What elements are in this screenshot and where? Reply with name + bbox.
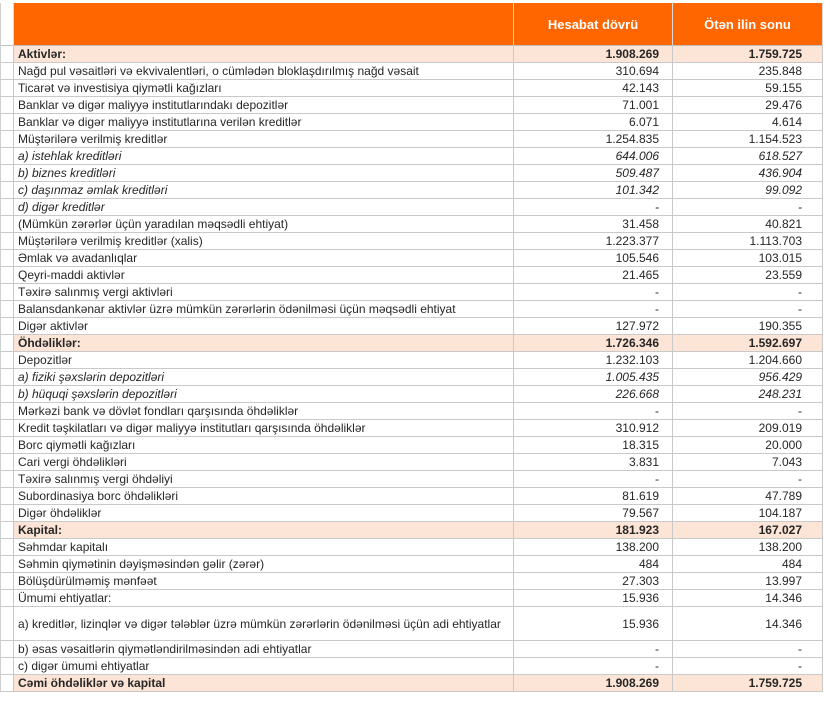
row-number-cell (1, 97, 14, 114)
row-label: Ümumi ehtiyatlar: (14, 590, 514, 607)
row-value-previous: 1.759.725 (673, 675, 823, 692)
row-label: (Mümkün zərərlər üçün yaradılan məqsədli ehtiyat) (14, 216, 514, 233)
row-number-cell (1, 675, 14, 692)
table-row (1, 301, 823, 318)
row-value-current: 644.006 (514, 148, 673, 165)
row-number-cell (1, 352, 14, 369)
row-value-current: 31.458 (514, 216, 673, 233)
table-row (1, 420, 823, 437)
row-value-current: 15.936 (514, 607, 673, 641)
row-value-previous: 1.592.697 (673, 335, 823, 352)
row-label: Müştərilərə verilmiş kreditlər (xalis) (14, 233, 514, 250)
row-value-previous: 248.231 (673, 386, 823, 403)
table-row (1, 352, 823, 369)
row-label: b) əsas vəsaitlərin qiymətləndirilməsindən adi ehtiyatlar (14, 641, 514, 658)
row-value-previous: 1.113.703 (673, 233, 823, 250)
row-value-previous: 7.043 (673, 454, 823, 471)
row-label: Bölüşdürülməmiş mənfəət (14, 573, 514, 590)
row-value-current: - (514, 284, 673, 301)
row-value-previous: 1.759.725 (673, 46, 823, 63)
row-value-current: 1.005.435 (514, 369, 673, 386)
row-label: Öhdəliklər: (14, 335, 514, 352)
row-number-cell (1, 199, 14, 216)
row-value-current: 509.487 (514, 165, 673, 182)
row-value-previous: 29.476 (673, 97, 823, 114)
row-number-cell (1, 488, 14, 505)
row-label: Səhmin qiymətinin dəyişməsindən gəlir (zərər) (14, 556, 514, 573)
row-value-previous: 23.559 (673, 267, 823, 284)
table-row (1, 148, 823, 165)
row-value-current: - (514, 658, 673, 675)
row-value-previous: - (673, 641, 823, 658)
row-label: Mərkəzi bank və dövlət fondları qarşısında öhdəliklər (14, 403, 514, 420)
row-value-current: 79.567 (514, 505, 673, 522)
row-value-previous: 14.346 (673, 590, 823, 607)
row-number-cell (1, 539, 14, 556)
table-row (1, 386, 823, 403)
row-number-cell (1, 335, 14, 352)
row-value-current: 81.619 (514, 488, 673, 505)
row-value-current: 71.001 (514, 97, 673, 114)
row-value-current: 6.071 (514, 114, 673, 131)
row-value-current: 310.912 (514, 420, 673, 437)
row-number-cell (1, 522, 14, 539)
row-number-cell (1, 63, 14, 80)
row-number-cell (1, 216, 14, 233)
row-number-cell (1, 658, 14, 675)
row-number-cell (1, 233, 14, 250)
table-row (1, 471, 823, 488)
row-value-previous: 40.821 (673, 216, 823, 233)
row-number-cell (1, 437, 14, 454)
row-number-cell (1, 114, 14, 131)
row-label: Cəmi öhdəliklər və kapital (14, 675, 514, 692)
row-label: Kapital: (14, 522, 514, 539)
table-row (1, 46, 823, 63)
row-value-previous: 104.187 (673, 505, 823, 522)
row-label: Digər aktivlər (14, 318, 514, 335)
row-number-cell (1, 182, 14, 199)
row-value-previous: 138.200 (673, 539, 823, 556)
row-value-previous: 167.027 (673, 522, 823, 539)
row-number-cell (1, 165, 14, 182)
table-row (1, 403, 823, 420)
row-number-cell (1, 267, 14, 284)
row-number-cell (1, 505, 14, 522)
table-row (1, 437, 823, 454)
row-value-current: 27.303 (514, 573, 673, 590)
row-value-previous: 13.997 (673, 573, 823, 590)
row-label: Borc qiymətli kağızları (14, 437, 514, 454)
row-label: Banklar və digər maliyyə institutlarındakı depozitlər (14, 97, 514, 114)
row-label: Qeyri-maddi aktivlər (14, 267, 514, 284)
row-number-cell (1, 148, 14, 165)
row-label: Nağd pul vəsaitləri və ekvivalentləri, o cümlədən bloklaşdırılmış nağd vəsait (14, 63, 514, 80)
row-label: c) daşınmaz əmlak kreditləri (14, 182, 514, 199)
balance-sheet-table (0, 3, 824, 692)
row-number-cell (1, 284, 14, 301)
row-number-cell (1, 454, 14, 471)
row-value-current: 15.936 (514, 590, 673, 607)
row-value-current: - (514, 471, 673, 488)
row-value-current: - (514, 641, 673, 658)
row-value-current: - (514, 301, 673, 318)
row-label: Digər öhdəliklər (14, 505, 514, 522)
row-value-previous: 436.904 (673, 165, 823, 182)
table-row (1, 318, 823, 335)
row-number-header-cell (1, 3, 14, 46)
table-row (1, 335, 823, 352)
row-label: Aktivlər: (14, 46, 514, 63)
row-value-current: 310.694 (514, 63, 673, 80)
row-label: Balansdankənar aktivlər üzrə mümkün zərərlərin ödənilməsi üçün məqsədli ehtiyat (14, 301, 514, 318)
row-value-previous: 956.429 (673, 369, 823, 386)
row-value-current: 1.726.346 (514, 335, 673, 352)
row-value-previous: 1.204.660 (673, 352, 823, 369)
table-row (1, 488, 823, 505)
row-value-previous: - (673, 471, 823, 488)
row-value-current: 1.908.269 (514, 46, 673, 63)
column-header-current: Hesabat dövrü (514, 3, 673, 46)
row-value-current: 1.232.103 (514, 352, 673, 369)
row-number-cell (1, 386, 14, 403)
row-value-current: 21.465 (514, 267, 673, 284)
table-row (1, 182, 823, 199)
table-row (1, 80, 823, 97)
row-value-current: 1.254.835 (514, 131, 673, 148)
row-label: Əmlak və avadanlıqlar (14, 250, 514, 267)
row-label: b) biznes kreditləri (14, 165, 514, 182)
table-row (1, 658, 823, 675)
table-row (1, 233, 823, 250)
table-row (1, 97, 823, 114)
row-number-cell (1, 369, 14, 386)
row-value-current: 18.315 (514, 437, 673, 454)
row-value-previous: 99.092 (673, 182, 823, 199)
row-value-previous: - (673, 301, 823, 318)
table-body (1, 46, 824, 692)
row-number-cell (1, 301, 14, 318)
row-value-previous: - (673, 403, 823, 420)
row-number-cell (1, 607, 14, 641)
table-row (1, 369, 823, 386)
row-number-cell (1, 318, 14, 335)
table-row (1, 165, 823, 182)
row-value-current: 3.831 (514, 454, 673, 471)
row-value-previous: 484 (673, 556, 823, 573)
row-value-previous: 4.614 (673, 114, 823, 131)
row-value-previous: 190.355 (673, 318, 823, 335)
row-label: Səhmdar kapitalı (14, 539, 514, 556)
row-value-current: 1.908.269 (514, 675, 673, 692)
row-value-current: - (514, 199, 673, 216)
table-row (1, 556, 823, 573)
row-value-previous: 20.000 (673, 437, 823, 454)
row-value-previous: 209.019 (673, 420, 823, 437)
table-row (1, 607, 823, 641)
row-label: Kredit təşkilatları və digər maliyyə institutları qarşısında öhdəliklər (14, 420, 514, 437)
row-label: Ticarət və investisiya qiymətli kağızları (14, 80, 514, 97)
row-number-cell (1, 641, 14, 658)
row-number-cell (1, 131, 14, 148)
row-value-current: 1.223.377 (514, 233, 673, 250)
row-number-cell (1, 80, 14, 97)
row-label: c) digər ümumi ehtiyatlar (14, 658, 514, 675)
label-column-header (14, 3, 514, 46)
table-row (1, 539, 823, 556)
row-value-previous: - (673, 284, 823, 301)
row-label: a) istehlak kreditləri (14, 148, 514, 165)
table-header-row (1, 3, 823, 46)
row-label: Depozitlər (14, 352, 514, 369)
row-number-cell (1, 46, 14, 63)
table-row (1, 641, 823, 658)
row-number-cell (1, 590, 14, 607)
row-value-previous: 618.527 (673, 148, 823, 165)
table-row (1, 199, 823, 216)
table-row (1, 267, 823, 284)
row-label: Banklar və digər maliyyə institutlarına verilən kreditlər (14, 114, 514, 131)
row-value-current: 181.923 (514, 522, 673, 539)
row-label: b) hüquqi şəxslərin depozitləri (14, 386, 514, 403)
row-number-cell (1, 573, 14, 590)
row-value-current: 105.546 (514, 250, 673, 267)
table-row (1, 63, 823, 80)
row-value-current: 226.668 (514, 386, 673, 403)
row-value-previous: 47.789 (673, 488, 823, 505)
row-value-current: 42.143 (514, 80, 673, 97)
table-row (1, 284, 823, 301)
table-row (1, 250, 823, 267)
column-header-previous: Ötən ilin sonu (673, 3, 823, 46)
row-value-previous: 59.155 (673, 80, 823, 97)
row-number-cell (1, 250, 14, 267)
table-row (1, 216, 823, 233)
row-label: a) fiziki şəxslərin depozitləri (14, 369, 514, 386)
row-value-current: 138.200 (514, 539, 673, 556)
table-row (1, 590, 823, 607)
row-value-current: 484 (514, 556, 673, 573)
row-label: a) kreditlər, lizinqlər və digər tələblər üzrə mümkün zərərlərin ödənilməsi üçün adi ehtiyatlar (14, 607, 514, 641)
row-value-previous: 14.346 (673, 607, 823, 641)
table-row (1, 114, 823, 131)
row-value-previous: 1.154.523 (673, 131, 823, 148)
row-label: Təxirə salınmış vergi öhdəliyi (14, 471, 514, 488)
row-number-cell (1, 556, 14, 573)
row-label: Təxirə salınmış vergi aktivləri (14, 284, 514, 301)
row-value-previous: 103.015 (673, 250, 823, 267)
row-value-current: 101.342 (514, 182, 673, 199)
row-number-cell (1, 420, 14, 437)
table-row (1, 573, 823, 590)
row-value-previous: 235.848 (673, 63, 823, 80)
table-row (1, 454, 823, 471)
row-value-previous: - (673, 658, 823, 675)
row-label: d) digər kreditlər (14, 199, 514, 216)
row-value-current: 127.972 (514, 318, 673, 335)
row-number-cell (1, 471, 14, 488)
row-label: Subordinasiya borc öhdəlikləri (14, 488, 514, 505)
row-value-current: - (514, 403, 673, 420)
row-label: Cari vergi öhdəlikləri (14, 454, 514, 471)
row-label: Müştərilərə verilmiş kreditlər (14, 131, 514, 148)
row-number-cell (1, 403, 14, 420)
table-row (1, 675, 823, 692)
table-row (1, 522, 823, 539)
row-value-previous: - (673, 199, 823, 216)
table-row (1, 505, 823, 522)
table-row (1, 131, 823, 148)
